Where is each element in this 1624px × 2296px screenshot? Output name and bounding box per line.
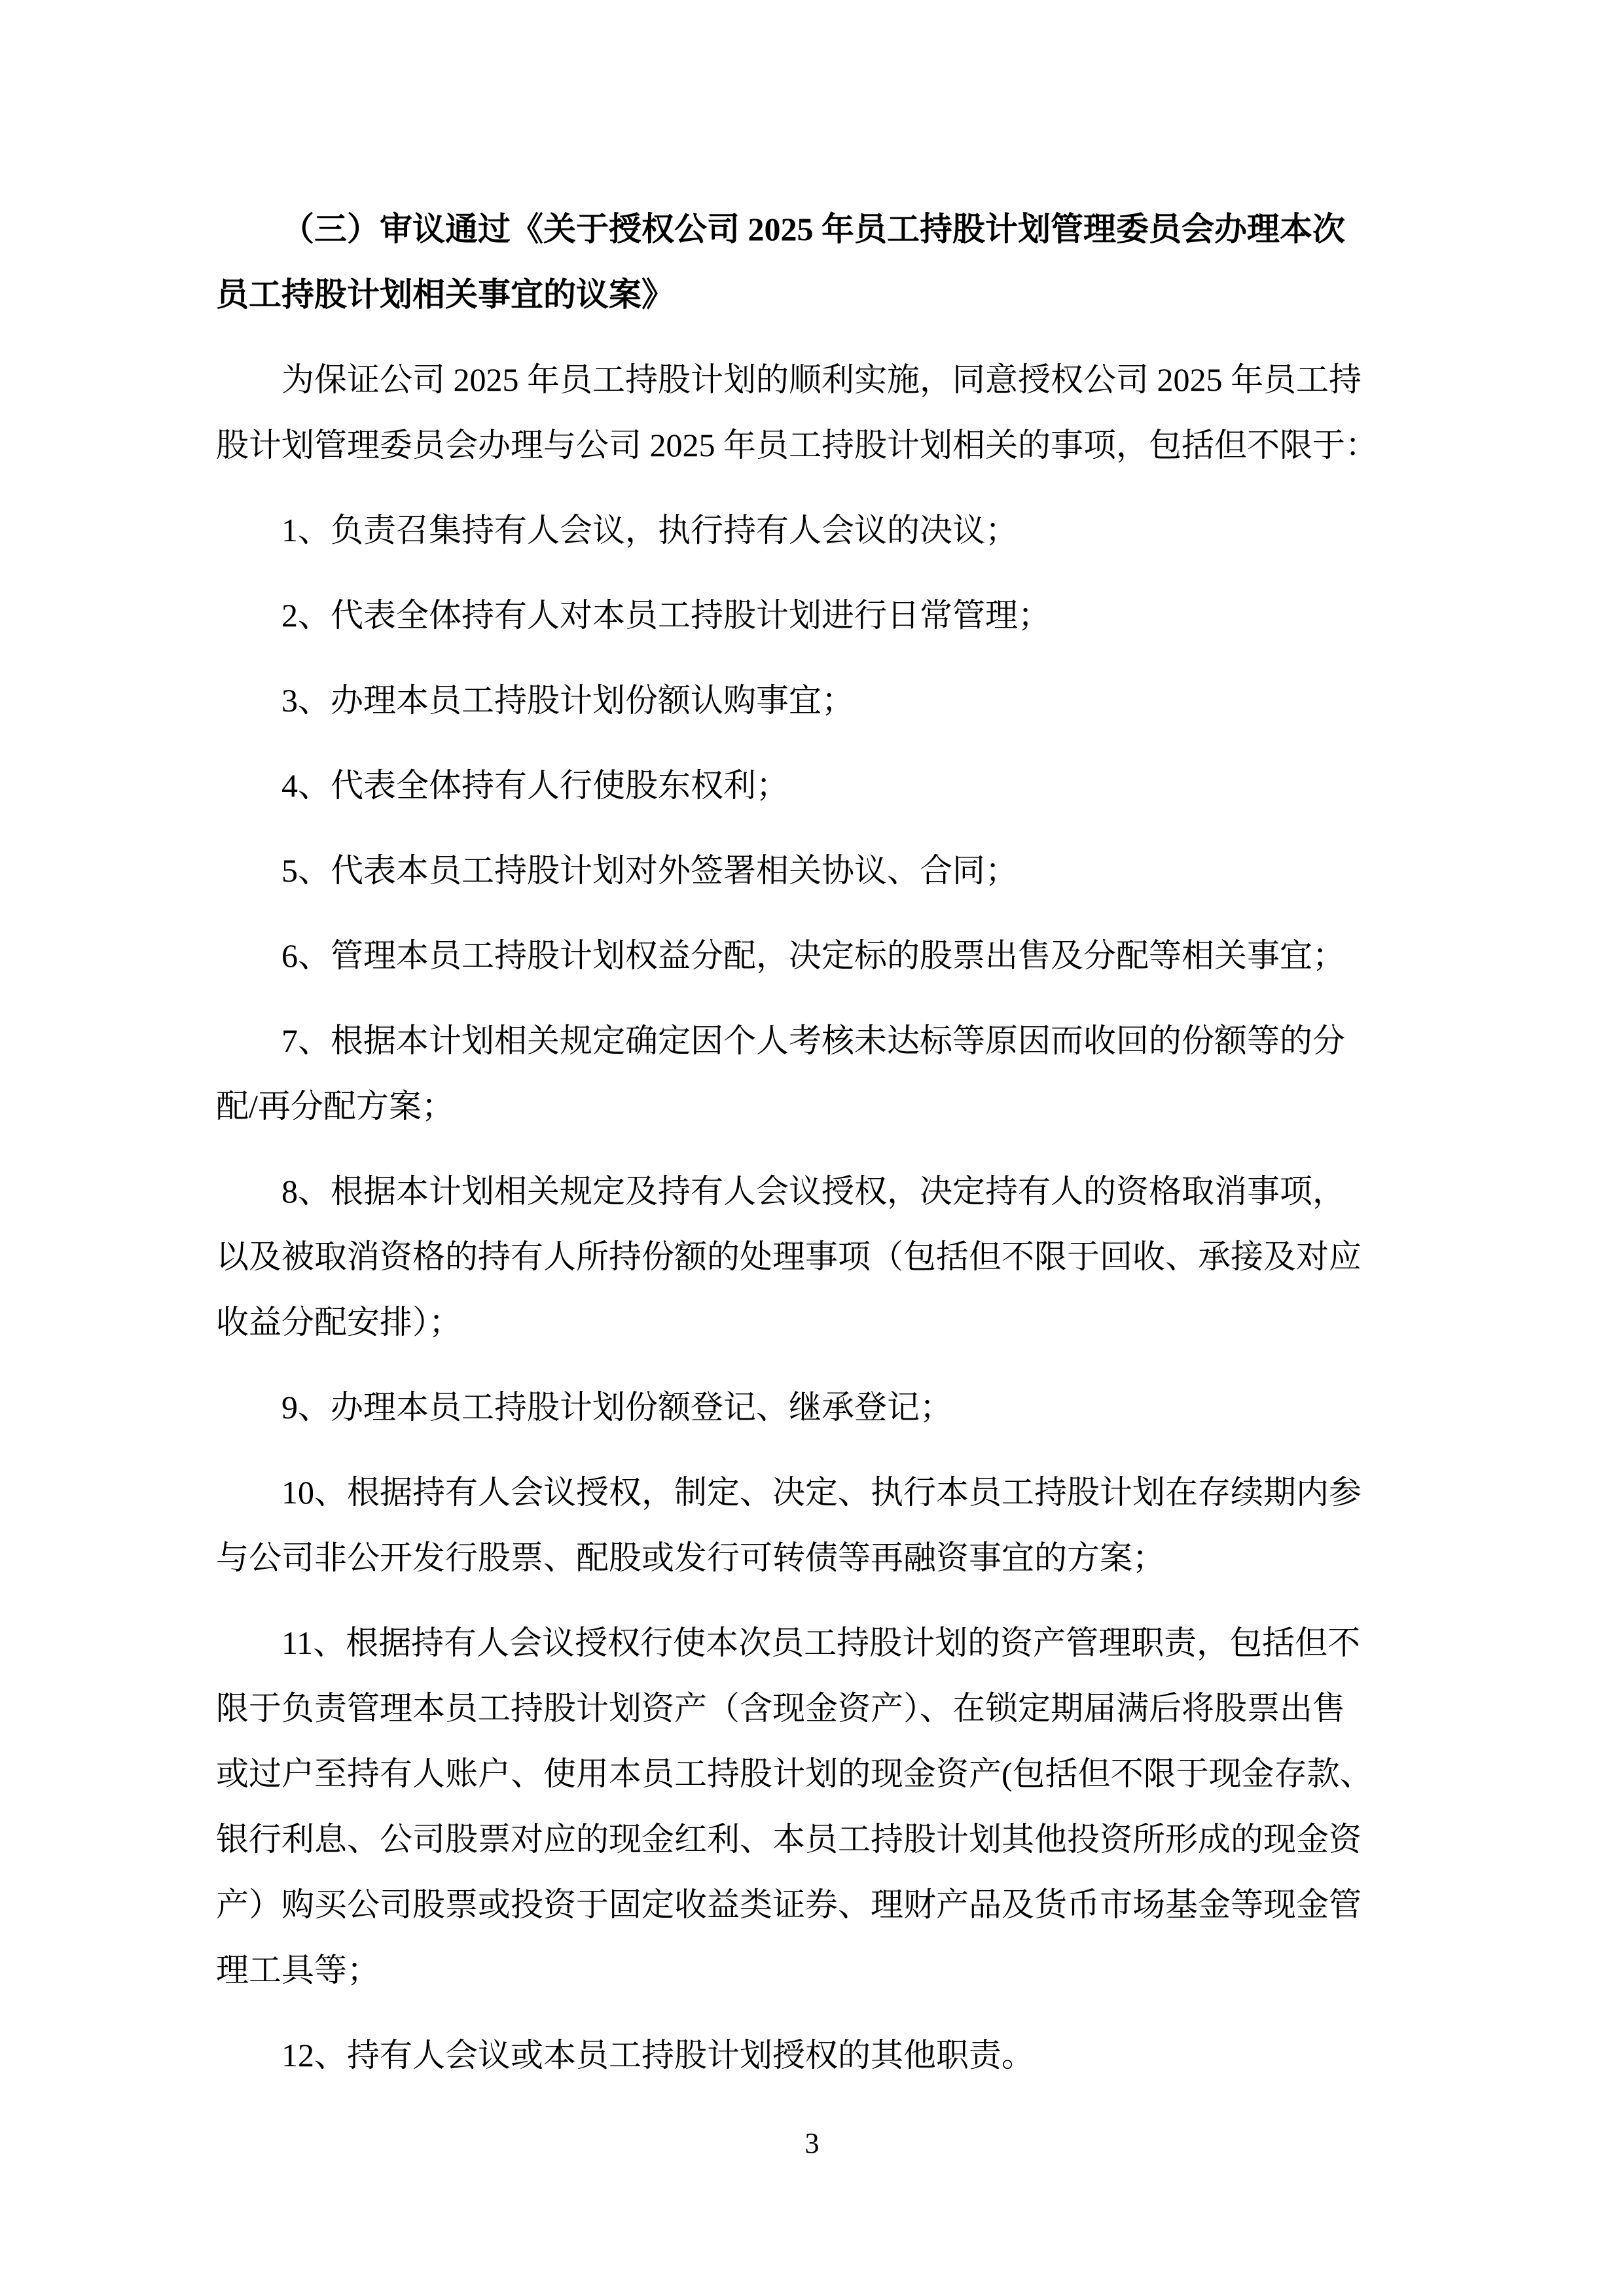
list-item-9: [216, 1374, 1414, 1440]
list-item-8: [216, 1158, 1414, 1355]
item-11-line-2: 限于负责管理本员工持股计划资产（含现金资产）、在锁定期届满后将股票出售: [216, 1690, 1345, 1727]
list-item-1: [216, 497, 1414, 563]
list-item-2: [216, 583, 1414, 648]
item-12-line-1: 12、持有人会议或本员工持股计划授权的其他职责。: [281, 2037, 1034, 2073]
list-item-4: [216, 753, 1414, 818]
item-7-line-1: 7、根据本计划相关规定确定因个人考核未达标等原因而收回的份额等的分: [281, 1022, 1345, 1059]
list-item-5: [216, 838, 1414, 903]
section-heading: [216, 196, 1414, 327]
item-2-line-1: 2、代表全体持有人对本员工持股计划进行日常管理；: [281, 597, 1051, 634]
heading-line-2: 员工持股计划相关事宜的议案》: [216, 276, 674, 313]
item-11-line-5: 产）购买公司股票或投资于固定收益类证券、理财产品及货币市场基金等现金管: [216, 1886, 1362, 1923]
item-4-line-1: 4、代表全体持有人行使股东权利；: [281, 767, 789, 804]
list-item-12: [216, 2022, 1414, 2088]
item-7-line-2: 配/再分配方案；: [216, 1088, 454, 1124]
heading-line-1: （三）审议通过《关于授权公司 2025 年员工持股计划管理委员会办理本次: [281, 211, 1345, 247]
item-10-line-2: 与公司非公开发行股票、配股或发行可转债等再融资事宜的方案；: [216, 1539, 1165, 1576]
item-8-line-1: 8、根据本计划相关规定及持有人会议授权，决定持有人的资格取消事项，: [281, 1173, 1345, 1210]
document-content: [216, 196, 1414, 2108]
intro-line-2: 股计划管理委员会办理与公司 2025 年员工持股计划相关的事项，包括但不限于：: [216, 427, 1378, 463]
item-6-line-1: 6、管理本员工持股计划权益分配，决定标的股票出售及分配等相关事宜；: [281, 937, 1345, 974]
item-11-line-4: 银行利息、公司股票对应的现金红利、本员工持股计划其他投资所形成的现金资: [216, 1821, 1362, 1857]
intro-paragraph: [216, 347, 1414, 478]
item-3-line-1: 3、办理本员工持股计划份额认购事宜；: [281, 682, 854, 719]
intro-line-1: 为保证公司 2025 年员工持股计划的顺利实施，同意授权公司 2025 年员工持: [281, 361, 1362, 398]
item-8-line-3: 收益分配安排）；: [216, 1304, 461, 1340]
list-item-7: [216, 1008, 1414, 1139]
item-8-line-2: 以及被取消资格的持有人所持份额的处理事项（包括但不限于回收、承接及对应: [216, 1238, 1362, 1275]
item-11-line-1: 11、根据持有人会议授权行使本次员工持股计划的资产管理职责，包括但不: [281, 1624, 1361, 1661]
item-10-line-1: 10、根据持有人会议授权，制定、决定、执行本员工持股计划在存续期内参: [281, 1474, 1362, 1511]
list-item-6: [216, 923, 1414, 988]
item-5-line-1: 5、代表本员工持股计划对外签署相关协议、合同；: [281, 852, 1018, 889]
list-item-11: [216, 1610, 1414, 2003]
item-11-line-3: 或过户至持有人账户、使用本员工持股计划的现金资产(包括但不限于现金存款、: [216, 1755, 1373, 1792]
page-number: 3: [804, 2127, 820, 2159]
list-item-3: [216, 668, 1414, 733]
item-1-line-1: 1、负责召集持有人会议，执行持有人会议的决议；: [281, 512, 1018, 548]
item-11-line-6: 理工具等；: [216, 1952, 380, 1988]
item-9-line-1: 9、办理本员工持股计划份额登记、继承登记；: [281, 1389, 952, 1426]
list-item-10: [216, 1460, 1414, 1590]
